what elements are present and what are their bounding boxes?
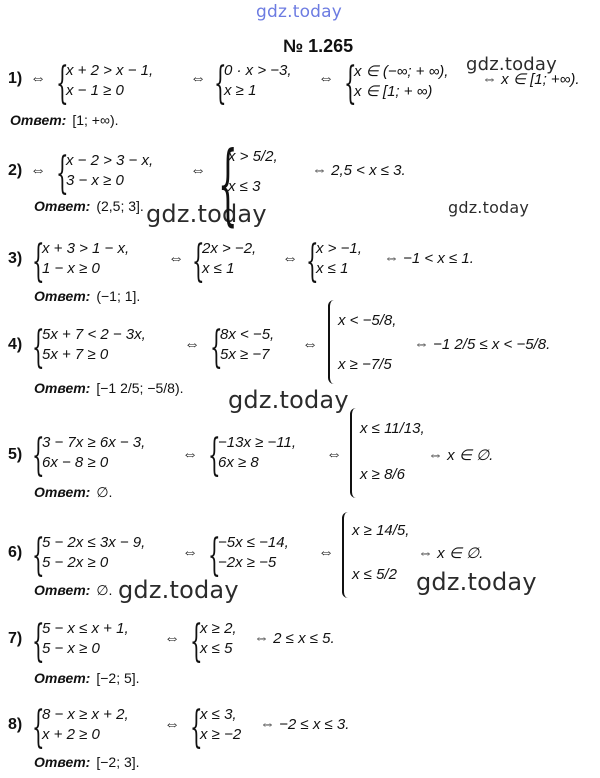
answer: Ответ: (−1; 1]. bbox=[34, 288, 141, 304]
inequality: 5 − 2x ≤ 3x − 9, bbox=[42, 534, 146, 551]
inequality: 6x ≥ 8 bbox=[218, 454, 259, 471]
result: ⇔ −2 ≤ x ≤ 3. bbox=[260, 716, 350, 733]
system-brace bbox=[328, 300, 336, 384]
inequality: x − 1 ≥ 0 bbox=[66, 82, 124, 99]
answer: Ответ: [−1 2/5; −5/8). bbox=[34, 380, 184, 396]
watermark: gdz.today bbox=[416, 568, 537, 596]
inequality: 5x ≥ −7 bbox=[220, 346, 270, 363]
result: ⇔ 2,5 < x ≤ 3. bbox=[312, 162, 406, 179]
equiv-symbol: ⇔ bbox=[30, 70, 46, 87]
inequality: −5x ≤ −14, bbox=[218, 534, 289, 551]
watermark: gdz.today bbox=[448, 198, 530, 217]
inequality: x ≥ −2 bbox=[200, 726, 242, 743]
equiv-symbol: ⇔ bbox=[190, 70, 206, 87]
inequality: x ≥ 14/5, bbox=[352, 522, 410, 539]
inequality: x ≤ 5/2 bbox=[352, 566, 397, 583]
inequality: x ≥ 2, bbox=[200, 620, 237, 637]
watermark: gdz.today bbox=[118, 576, 239, 604]
inequality: 6x − 8 ≥ 0 bbox=[42, 454, 109, 471]
inequality: x ∈ [1; + ∞) bbox=[354, 83, 433, 100]
equiv-symbol: ⇔ bbox=[168, 250, 184, 267]
problem-number: 2) bbox=[8, 162, 23, 179]
result: ⇔ −1 2/5 ≤ x < −5/8. bbox=[414, 336, 551, 353]
equiv-symbol: ⇔ bbox=[318, 70, 334, 87]
inequality: 5 − x ≥ 0 bbox=[42, 640, 100, 657]
watermark: gdz.today bbox=[256, 2, 343, 22]
problem-title: № 1.265 bbox=[283, 36, 354, 56]
problem-number: 1) bbox=[8, 70, 23, 87]
inequality: 5 − 2x ≥ 0 bbox=[42, 554, 109, 571]
inequality: x ≤ 5 bbox=[200, 640, 233, 657]
inequality: x + 2 ≥ 0 bbox=[42, 726, 100, 743]
watermark: gdz.today bbox=[466, 54, 558, 75]
inequality: x ≥ 1 bbox=[224, 82, 257, 99]
equiv-symbol: ⇔ bbox=[30, 162, 46, 179]
inequality: x > −1, bbox=[316, 240, 362, 257]
inequality: x + 3 > 1 − x, bbox=[42, 240, 130, 257]
result: ⇔ 2 ≤ x ≤ 5. bbox=[254, 630, 335, 647]
equiv-symbol: ⇔ bbox=[282, 250, 298, 267]
inequality: x ≥ −7/5 bbox=[338, 356, 392, 373]
inequality: x > 5/2, bbox=[228, 148, 278, 165]
answer: Ответ: (2,5; 3]. bbox=[34, 198, 144, 214]
system-brace bbox=[350, 408, 358, 498]
equiv-symbol: ⇔ bbox=[164, 630, 180, 647]
equiv-symbol: ⇔ bbox=[326, 446, 342, 463]
watermark: gdz.today bbox=[228, 386, 349, 414]
equiv-symbol: ⇔ bbox=[318, 544, 334, 561]
inequality: x + 2 > x − 1, bbox=[66, 62, 154, 79]
inequality: x ≤ 1 bbox=[316, 260, 349, 277]
inequality: x − 2 > 3 − x, bbox=[66, 152, 154, 169]
inequality: 8x < −5, bbox=[220, 326, 275, 343]
answer: Ответ: ∅. bbox=[34, 484, 113, 500]
inequality: 1 − x ≥ 0 bbox=[42, 260, 100, 277]
problem-number: 4) bbox=[8, 336, 23, 353]
inequality: x ≤ 1 bbox=[202, 260, 235, 277]
problem-number: 6) bbox=[8, 544, 23, 561]
inequality: 5 − x ≤ x + 1, bbox=[42, 620, 129, 637]
problem-number: 3) bbox=[8, 250, 23, 267]
inequality: x ≥ 8/6 bbox=[360, 466, 405, 483]
equiv-symbol: ⇔ bbox=[184, 336, 200, 353]
answer: Ответ: [1; +∞). bbox=[10, 112, 119, 128]
result: ⇔ x ∈ [1; +∞). bbox=[482, 71, 580, 88]
inequality: 0 · x > −3, bbox=[224, 62, 292, 79]
problem-number: 8) bbox=[8, 716, 23, 733]
inequality: x < −5/8, bbox=[338, 312, 397, 329]
answer: Ответ: [−2; 3]. bbox=[34, 754, 140, 770]
inequality: x ≤ 3, bbox=[200, 706, 237, 723]
inequality: 3 − x ≥ 0 bbox=[66, 172, 124, 189]
problem-number: 7) bbox=[8, 630, 23, 647]
inequality: x ≤ 3 bbox=[228, 178, 261, 195]
result: ⇔ x ∈ ∅. bbox=[418, 545, 484, 562]
inequality: 5x + 7 < 2 − 3x, bbox=[42, 326, 146, 343]
answer: Ответ: [−2; 5]. bbox=[34, 670, 140, 686]
system-brace bbox=[342, 512, 350, 598]
equiv-symbol: ⇔ bbox=[190, 162, 206, 179]
inequality: −13x ≥ −11, bbox=[218, 434, 297, 451]
problem-number: 5) bbox=[8, 446, 23, 463]
inequality: 8 − x ≥ x + 2, bbox=[42, 706, 129, 723]
equiv-symbol: ⇔ bbox=[182, 446, 198, 463]
result: ⇔ −1 < x ≤ 1. bbox=[384, 250, 474, 267]
result: ⇔ x ∈ ∅. bbox=[428, 447, 494, 464]
inequality: −2x ≥ −5 bbox=[218, 554, 277, 571]
watermark: gdz.today bbox=[146, 200, 267, 228]
inequality: x ≤ 11/13, bbox=[360, 420, 425, 437]
inequality: 3 − 7x ≥ 6x − 3, bbox=[42, 434, 146, 451]
equiv-symbol: ⇔ bbox=[302, 336, 318, 353]
inequality: 2x > −2, bbox=[202, 240, 257, 257]
equiv-symbol: ⇔ bbox=[164, 716, 180, 733]
inequality: 5x + 7 ≥ 0 bbox=[42, 346, 109, 363]
answer: Ответ: ∅. bbox=[34, 582, 113, 598]
inequality: x ∈ (−∞; + ∞), bbox=[354, 63, 449, 80]
equiv-symbol: ⇔ bbox=[182, 544, 198, 561]
